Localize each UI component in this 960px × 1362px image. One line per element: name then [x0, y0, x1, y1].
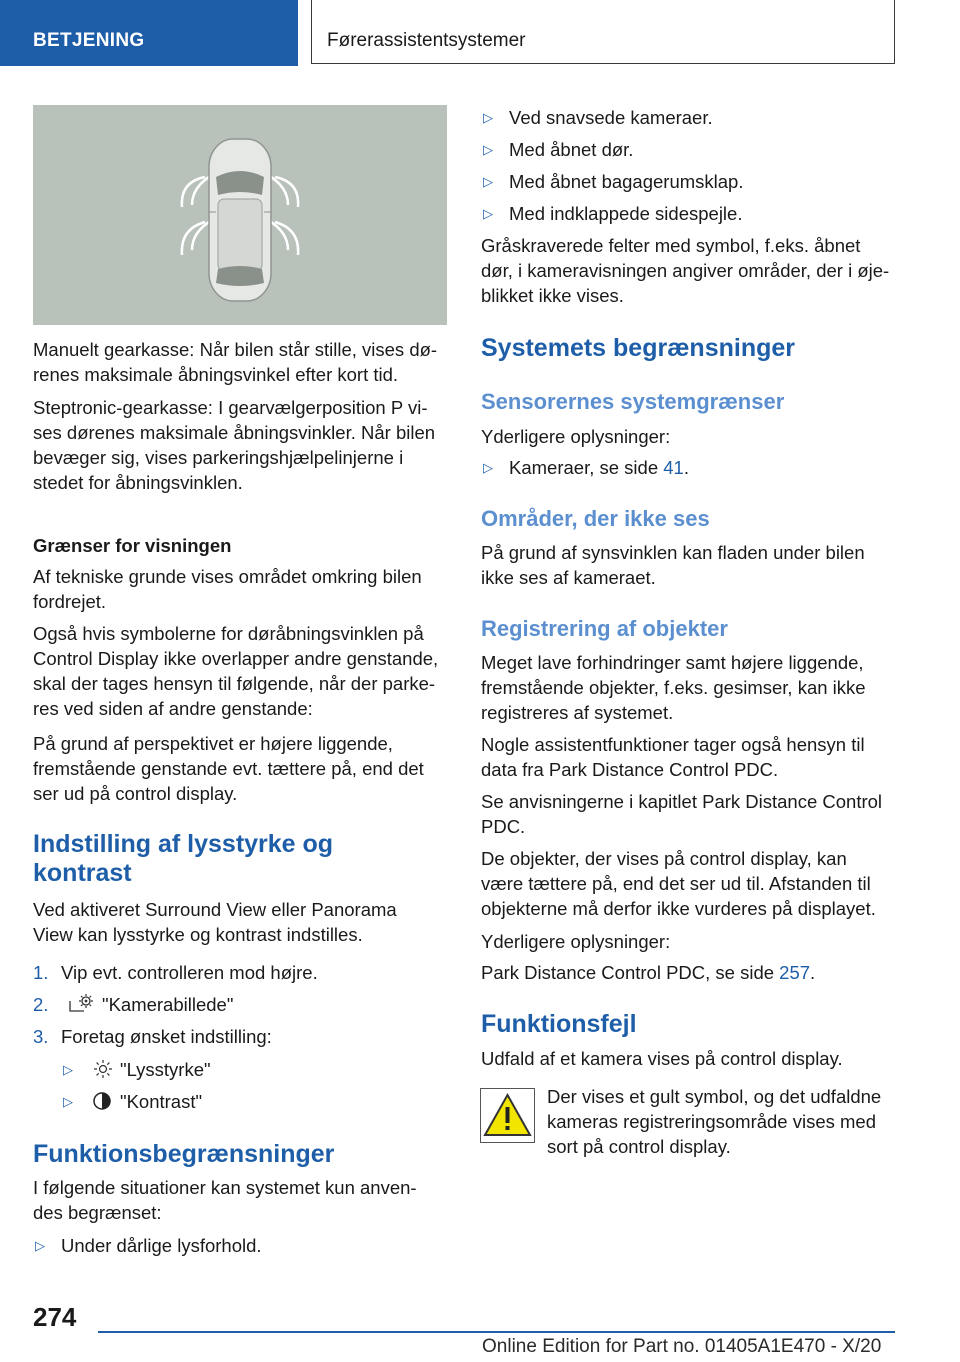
- bullet-triangle-icon: ▷: [63, 1062, 73, 1077]
- step-number: 2.: [33, 994, 49, 1015]
- para-tekniske: Af tekniske grunde vises området omkring bilen fordrejet.: [33, 566, 422, 612]
- car-topview-icon: [33, 105, 447, 325]
- page-link-257[interactable]: 257: [779, 962, 811, 983]
- heading-systemets: Systemets begrænsninger: [481, 334, 795, 362]
- para-objekter: De objekter, der vises på control display, kan være tættere på, end det ser ud til. Afstanden til objekterne må derfor ikke vurderes på displayet.: [481, 848, 876, 919]
- bullet-triangle-icon: ▷: [483, 174, 493, 189]
- para-surround: Ved aktiveret Surround View eller Panorama View kan lysstyrke og kontrast indstilles.: [33, 899, 397, 945]
- bullet-kameraer: Kameraer, se side 41.: [509, 457, 689, 478]
- heading-grenser: Grænser for visningen: [33, 535, 232, 556]
- heading-indstilling: Indstilling af lysstyrke og kontrast: [33, 830, 334, 887]
- chapter-tab: [311, 0, 895, 64]
- para-manuelt: Manuelt gearkasse: Når bilen står stille, vises dø- renes maksimale åbningsvinkel efter kort tid.: [33, 339, 438, 385]
- section-tab: [0, 0, 298, 66]
- label-yderligere: Yderligere oplysninger:: [481, 426, 671, 447]
- para-perspektivet: På grund af perspektivet er højere liggende, fremstående genstande evt. tættere på, end det ser ud på control display.: [33, 733, 424, 804]
- step-text: Vip evt. controlleren mod højre.: [61, 962, 318, 983]
- section-title: BETJENING: [33, 30, 145, 51]
- para-udfald: Udfald af et kamera vises på control display.: [481, 1048, 843, 1069]
- para-steptronic: Steptronic-gearkasse: I gearvælgerposition P vi- ses dørenes maksimale åbningsvinkler. Når bilen bevæger sig, vises parkeringshjælpelinjerne i stedet for åbningsvinklen.: [33, 397, 436, 493]
- para-forhindringer: Meget lave forhindringer samt højere liggende, fremstående objekter, f.eks. gesimser, kan ikke registreres af systemet.: [481, 652, 866, 723]
- bullet-text: Ved snavsede kameraer.: [509, 107, 713, 128]
- heading-funktionsbegr: Funktionsbegrænsninger: [33, 1140, 335, 1168]
- substep-text: "Lysstyrke": [120, 1059, 211, 1080]
- chapter-title: Førerassistentsystemer: [327, 30, 526, 51]
- bullet-text: Under dårlige lysforhold.: [61, 1235, 262, 1256]
- para-warning: Der vises et gult symbol, og det udfaldne kameras registreringsområde vises med sort på control display.: [547, 1086, 882, 1157]
- footer-edition: Online Edition for Part no. 01405A1E470 - X/20: [482, 1336, 882, 1357]
- bullet-triangle-icon: ▷: [483, 142, 493, 157]
- heading-registrering: Registrering af objekter: [481, 616, 728, 641]
- footer-divider: [98, 1331, 895, 1333]
- warning-triangle-icon: [480, 1088, 535, 1148]
- para-symbolerne: Også hvis symbolerne for døråbningsvinklen på Control Display ikke overlapper andre genstande, skal der tages hensyn til følgende, når der parke- res ved siden af andre genstande:: [33, 623, 439, 719]
- step-text: "Kamerabillede": [102, 994, 234, 1015]
- contrast-icon: [92, 1091, 112, 1116]
- heading-omraader: Områder, der ikke ses: [481, 506, 710, 531]
- brightness-icon: [93, 1059, 113, 1084]
- para-assistentfunktioner: Nogle assistentfunktioner tager også hensyn til data fra Park Distance Control PDC.: [481, 734, 865, 780]
- page-number: 274: [33, 1302, 77, 1332]
- para-situationer: I følgende situationer kan systemet kun anven- des begrænset:: [33, 1177, 417, 1223]
- bullet-text: Med åbnet bagagerumsklap.: [509, 171, 744, 192]
- para-pdc-ref: Park Distance Control PDC, se side 257.: [481, 962, 816, 983]
- bullet-triangle-icon: ▷: [483, 110, 493, 125]
- bullet-triangle-icon: ▷: [483, 206, 493, 221]
- camera-settings-icon: [68, 993, 94, 1020]
- para-anvisningerne: Se anvisningerne i kapitlet Park Distance Control PDC.: [481, 791, 883, 837]
- step-text: Foretag ønsket indstilling:: [61, 1026, 272, 1047]
- bullet-text: Med indklappede sidespejle.: [509, 203, 743, 224]
- substep-text: "Kontrast": [120, 1091, 203, 1112]
- bullet-triangle-icon: ▷: [35, 1238, 45, 1253]
- bullet-text: Med åbnet dør.: [509, 139, 634, 160]
- bullet-triangle-icon: ▷: [483, 460, 493, 475]
- car-door-angle-figure: [33, 105, 447, 325]
- step-number: 1.: [33, 962, 49, 983]
- bullet-triangle-icon: ▷: [63, 1094, 73, 1109]
- heading-funktionsfejl: Funktionsfejl: [481, 1010, 637, 1038]
- para-graaskraverede: Gråskraverede felter med symbol, f.eks. åbnet dør, i kameravisningen angiver områder, der i øje- blikket ikke vises.: [481, 235, 890, 306]
- step-number: 3.: [33, 1026, 49, 1047]
- page-link-41[interactable]: 41: [663, 457, 684, 478]
- para-synsvinklen: På grund af synsvinklen kan fladen under bilen ikke ses af kameraet.: [481, 542, 865, 588]
- heading-sensor: Sensorernes systemgrænser: [481, 389, 785, 414]
- label-yderligere-2: Yderligere oplysninger:: [481, 931, 671, 952]
